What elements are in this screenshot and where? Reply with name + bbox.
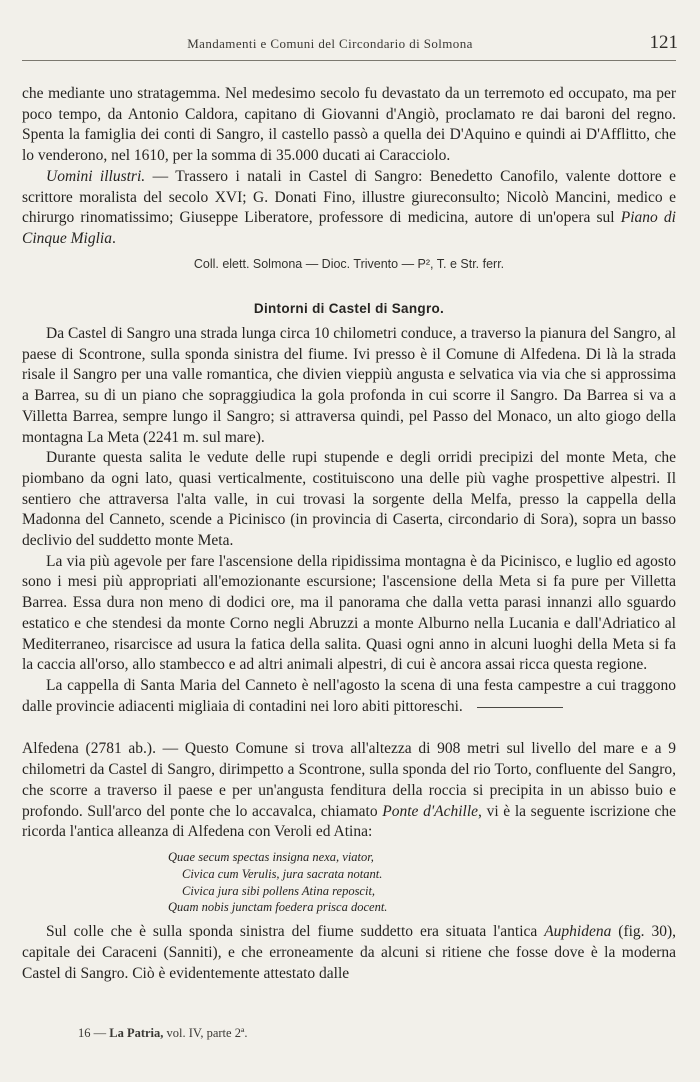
section-title-dintorni: Dintorni di Castel di Sangro. — [253, 301, 445, 317]
uomini-illustri-text: — Trassero i natali in Castel di Sangro: Benedetto Canofilo, valente dottore e scrittore moralista del secolo XVI; G. Donati Fino, illustre giureconsulto; Nicolò Mancini, medico e chirurgo rinomatissimo; Giuseppe Liberatore, professore di medicina, autore di un'opera sul — [22, 167, 676, 227]
paragraph-dintorni-4-text: La cappella di Santa Maria del Canneto è nell'agosto la scena di una festa campestre a cui traggono dalle provincie adiacenti migliaia di contadini nei loro abiti pittoreschi. — [22, 676, 676, 715]
paragraph-dintorni-1: Da Castel di Sangro una strada lunga circa 10 chilometri conduce, a traverso la pianura del Sangro, al paese di Scontrone, sulla sponda sinistra del fiume. Ivi presso è il Comune di Alfedena. Di là la strada risale il Sangro per una valle romantica, che divien vieppiù angusta e selvatica via via che si approssima a Barrea, su di un piano che sopraggiudica la gola profonda in cui scorre il Sangro. Da Barrea si va a Villetta Barrea, sempre lungo il Sangro; si attraversa quindi, pel Passo del Monaco, un alto giogo della montagna La Meta (2241 m. sul mare). — [22, 325, 676, 446]
alfedena-heading: Alfedena — [22, 740, 79, 758]
electoral-note: Coll. elett. Solmona — Dioc. Trivento — P², T. e Str. ferr. — [193, 256, 505, 271]
paragraph-end-punct: . — [111, 229, 116, 247]
paragraph-uomini-illustri — [22, 167, 676, 250]
paragraph-dintorni-3: La via più agevole per fare l'ascensione della ripidissima montagna è da Picinisco, e luglio ed agosto sono i mesi più appropriati all'emozionante escursione; l'ascensione della Meta si fa pure per Villetta Barrea. Essa dura non meno di dodici ore, ma il panorama che dalla vetta parasi innanzi allo sguardo estatico e che stendesi da monte Corno negli Abruzzi a monte Alburno nella Lucania e dall'Adriatico al Mediterraneo, risarcisce ad usura la fatica della salita. Quasi ogni anno in alcuni luoghi della Meta si fa la caccia all'orso, allo stambecco e ad altri animali alpestri, di cui è ancora assai ricca questa regione. — [22, 552, 676, 674]
paragraph-dintorni-2: Durante questa salita le vedute delle rupi stupende e degli orridi precipizi del monte Meta, che piombano da ogni lato, quasi verticalmente, costituiscono una delle più vaghe prospettive alpestri. Il sentiero che attraversa l'alta valle, in cui trovasi la sorgente della Melfa, presso la cappella della Madonna del Canneto, scende a Picinisco (in provincia di Caserta, circondario di Sora), sopra un basso declivio del suddetto monte Meta. — [22, 449, 676, 550]
paragraph-auphidena — [22, 922, 676, 984]
alfedena-text: (2781 ab.). — Questo Comune si trova all'altezza di 908 metri sul livello del mare e a 9 chilometri da Castel di Sangro, dirimpetto a Scontrone, sulla sponda del rio Torto, confluente del Sangro, che scorre a traverso il paese e per un'angusta fenditura della roccia si precipita in un abisso buio e profondo. Sull'arco del ponte che lo accavalca, chiamato — [22, 740, 676, 820]
auphidena-text-a: Sul colle che è sulla sponda sinistra del fiume suddetto era situata l'antica — [46, 923, 545, 941]
page-body — [22, 84, 676, 984]
paragraph-castel-history: che mediante uno stratagemma. Nel medesimo secolo fu devastato da un terremoto ed occupato, ma per poco tempo, da Antonio Caldora, capitano di Giovanni d'Angiò, proclamato re dai baroni del regno. Spenta la famiglia dei conti di Sangro, il castello passò a quella dei D'Aquino e quindi ai D'Afflitto, che lo venderono, nel 1610, per la somma di 35.000 ducati ai Caracciolo. — [22, 85, 676, 165]
latin-inscription — [168, 849, 676, 916]
auphidena-name: Auphidena — [544, 923, 612, 941]
paragraph-dintorni-4 — [22, 676, 676, 717]
page-footer — [78, 1026, 248, 1041]
signature-mark: 16 — — [78, 1026, 107, 1040]
page-number: 121 — [649, 32, 678, 53]
auphidena-text-b: (fig. 30), capitale dei Caraceni (Sanniti), e che erroneamente da alcuni si ritiene che fosse dove è la moderna Castel di Sangro. Ciò è evidentemente attestato dalle — [22, 923, 676, 982]
uomini-illustri-heading: Uomini illustri. — [46, 167, 146, 185]
verse-line: Civica jura sibi pollens Atina reposcit, — [182, 883, 376, 898]
footer-work-title: La Patria, — [109, 1026, 164, 1040]
footer-volume: vol. IV, parte 2ª. — [163, 1026, 248, 1040]
section-spacer — [22, 717, 676, 739]
running-header — [22, 34, 678, 56]
work-title: Piano di Cinque Miglia — [22, 209, 676, 247]
verse-line: Civica cum Verulis, jura sacrata notant. — [182, 866, 383, 881]
header-rule — [22, 60, 676, 61]
alfedena-text-end: , vi è la seguente iscrizione che ricorda l'antica alleanza di Alfedena con Veroli ed Atina: — [22, 802, 676, 841]
verse-line: Quae secum spectas insigna nexa, viator, — [168, 849, 374, 864]
section-end-rule — [477, 707, 563, 708]
verse-line: Quam nobis junctam foedera prisca docent. — [168, 900, 388, 915]
bridge-name: Ponte d'Achille — [382, 802, 479, 820]
running-title: Mandamenti e Comuni del Circondario di Solmona — [187, 36, 473, 51]
paragraph-alfedena — [22, 739, 676, 843]
